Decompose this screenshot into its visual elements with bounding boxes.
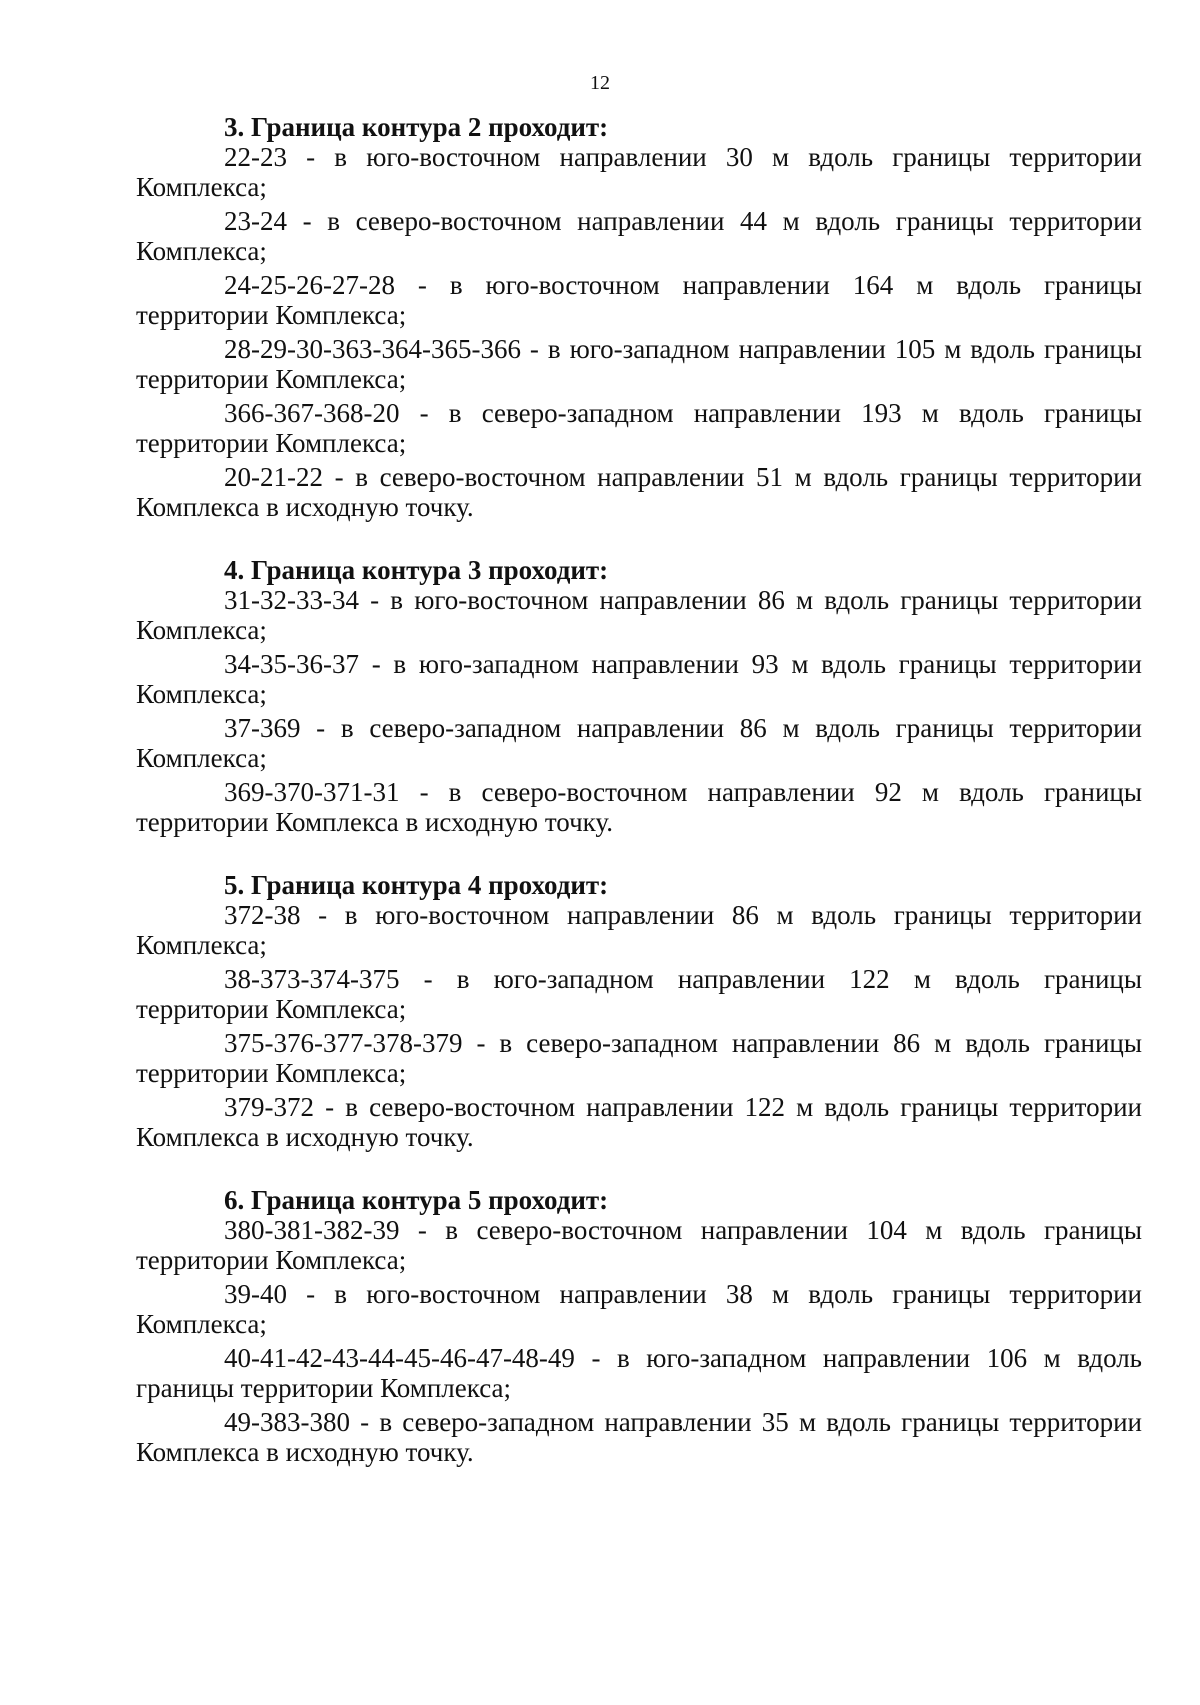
section-heading: 5. Граница контура 4 проходит:	[224, 870, 609, 900]
document-body	[136, 112, 1142, 1471]
boundary-segment: 23-24 - в северо-восточном направлении 44 м вдоль границы территории Комплекса;	[136, 206, 1142, 266]
section-contour-2	[136, 112, 1142, 522]
boundary-segment: 379-372 - в северо-восточном направлении 122 м вдоль границы территории Комплекса в исходную точку.	[136, 1092, 1142, 1152]
boundary-segment: 369-370-371-31 - в северо-восточном направлении 92 м вдоль границы территории Комплекса в исходную точку.	[136, 777, 1142, 837]
boundary-segment: 24-25-26-27-28 - в юго-восточном направлении 164 м вдоль границы территории Комплекса;	[136, 270, 1142, 330]
boundary-segment: 375-376-377-378-379 - в северо-западном направлении 86 м вдоль границы территории Комплекса;	[136, 1028, 1142, 1088]
section-heading: 3. Граница контура 2 проходит:	[224, 112, 609, 142]
boundary-segment: 28-29-30-363-364-365-366 - в юго-западном направлении 105 м вдоль границы территории Комплекса;	[136, 334, 1142, 394]
section-heading: 6. Граница контура 5 проходит:	[224, 1185, 609, 1215]
boundary-segment: 38-373-374-375 - в юго-западном направлении 122 м вдоль границы территории Комплекса;	[136, 964, 1142, 1024]
section-contour-3	[136, 555, 1142, 837]
boundary-segment: 20-21-22 - в северо-восточном направлении 51 м вдоль границы территории Комплекса в исходную точку.	[136, 462, 1142, 522]
boundary-segment: 49-383-380 - в северо-западном направлении 35 м вдоль границы территории Комплекса в исходную точку.	[136, 1407, 1142, 1467]
boundary-segment: 40-41-42-43-44-45-46-47-48-49 - в юго-западном направлении 106 м вдоль границы территории Комплекса;	[136, 1343, 1142, 1403]
boundary-segment: 380-381-382-39 - в северо-восточном направлении 104 м вдоль границы территории Комплекса;	[136, 1215, 1142, 1275]
boundary-segment: 22-23 - в юго-восточном направлении 30 м вдоль границы территории Комплекса;	[136, 142, 1142, 202]
boundary-segment: 31-32-33-34 - в юго-восточном направлении 86 м вдоль границы территории Комплекса;	[136, 585, 1142, 645]
page-number: 12	[590, 72, 610, 94]
boundary-segment: 34-35-36-37 - в юго-западном направлении 93 м вдоль границы территории Комплекса;	[136, 649, 1142, 709]
section-contour-5	[136, 1185, 1142, 1467]
boundary-segment: 366-367-368-20 - в северо-западном направлении 193 м вдоль границы территории Комплекса;	[136, 398, 1142, 458]
boundary-segment: 372-38 - в юго-восточном направлении 86 м вдоль границы территории Комплекса;	[136, 900, 1142, 960]
section-contour-4	[136, 870, 1142, 1152]
boundary-segment: 37-369 - в северо-западном направлении 86 м вдоль границы территории Комплекса;	[136, 713, 1142, 773]
section-heading: 4. Граница контура 3 проходит:	[224, 555, 609, 585]
boundary-segment: 39-40 - в юго-восточном направлении 38 м вдоль границы территории Комплекса;	[136, 1279, 1142, 1339]
